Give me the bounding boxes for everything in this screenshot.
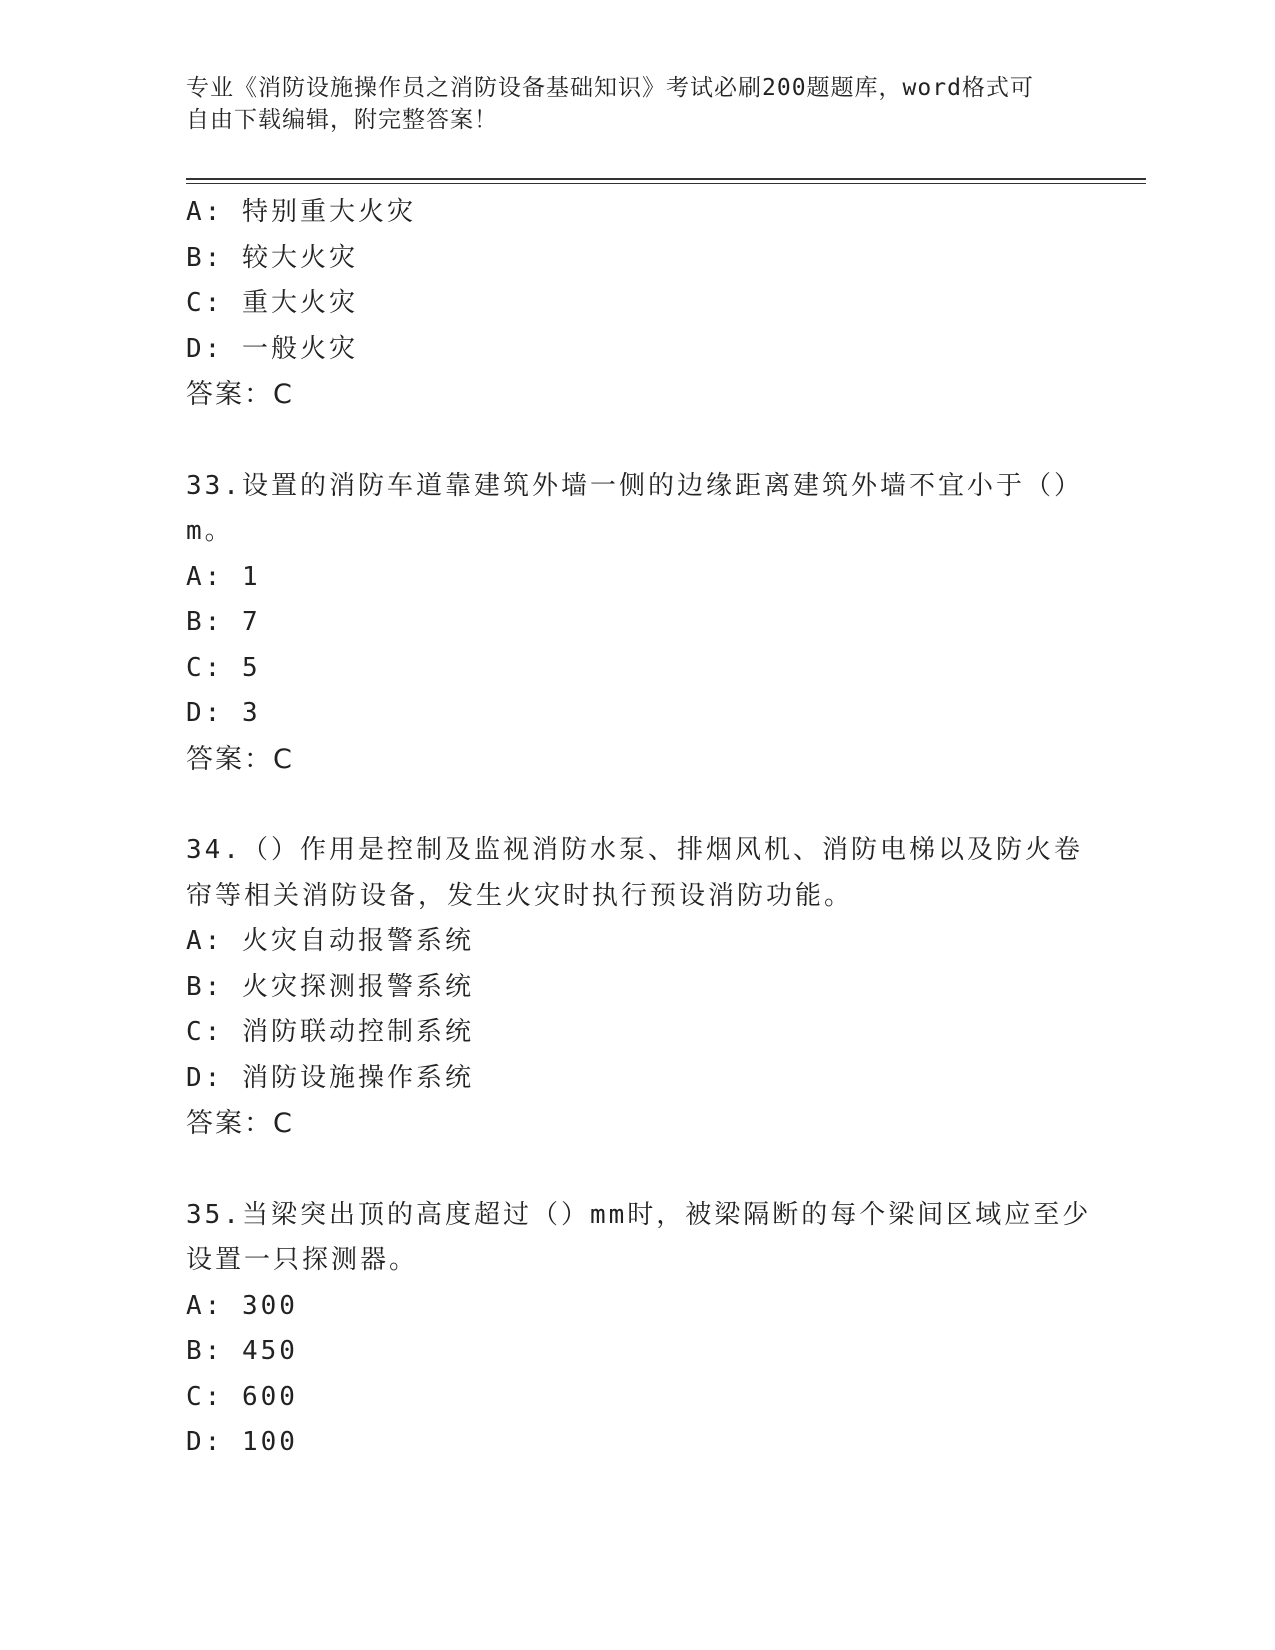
spacer (186, 782, 1086, 828)
question-35 (186, 1193, 1092, 1466)
option-a: A: 特别重大火灾 (186, 197, 416, 227)
question-34 (186, 828, 1086, 1147)
option-c: C: 消防联动控制系统 (186, 1017, 474, 1047)
question-stem-line-1: 35.当梁突出顶的高度超过（）mm时，被梁隔断的每个梁间区域应至少 (186, 1199, 1092, 1230)
header-rule-thin (186, 183, 1146, 184)
spacer (186, 418, 1086, 464)
question-list (186, 190, 1092, 1466)
document-header (186, 72, 1086, 136)
question-stem-line-2: 帘等相关消防设备，发生火灾时执行预设消防功能。 (186, 880, 854, 911)
header-line-1: 专业《消防设施操作员之消防设备基础知识》考试必刷200题题库，word格式可 (186, 75, 1034, 101)
option-d: D: 消防设施操作系统 (186, 1062, 474, 1093)
answer-label: 答案：C (186, 1108, 294, 1139)
option-a: A: 300 (186, 1290, 298, 1321)
question-33 (186, 464, 1086, 783)
question-32 (186, 190, 1086, 418)
answer-label: 答案：C (186, 379, 294, 410)
header-rule-thick (186, 178, 1146, 180)
option-a: A: 火灾自动报警系统 (186, 926, 474, 956)
option-b: B: 450 (186, 1336, 298, 1366)
question-stem-line-1: 34.（）作用是控制及监视消防水泵、排烟风机、消防电梯以及防火卷 (186, 835, 1083, 865)
option-d: D: 3 (186, 698, 261, 728)
option-d: D: 一般火灾 (186, 333, 358, 364)
option-b: B: 火灾探测报警系统 (186, 971, 474, 1002)
answer-label: 答案：C (186, 743, 294, 775)
header-line-2: 自由下载编辑，附完整答案！ (186, 107, 498, 133)
question-stem-line-2: 设置一只探测器。 (186, 1245, 419, 1275)
question-stem-line-1: 33.设置的消防车道靠建筑外墙一侧的边缘距离建筑外墙不宜小于（） (186, 470, 1083, 501)
option-c: C: 5 (186, 652, 261, 683)
option-c: C: 重大火灾 (186, 288, 358, 318)
spacer (186, 1147, 1086, 1193)
question-stem-line-2: m。 (186, 516, 234, 546)
option-b: B: 较大火灾 (186, 242, 358, 273)
option-a: A: 1 (186, 561, 261, 592)
option-c: C: 600 (186, 1381, 298, 1412)
option-b: B: 7 (186, 607, 261, 637)
option-d: D: 100 (186, 1427, 298, 1457)
